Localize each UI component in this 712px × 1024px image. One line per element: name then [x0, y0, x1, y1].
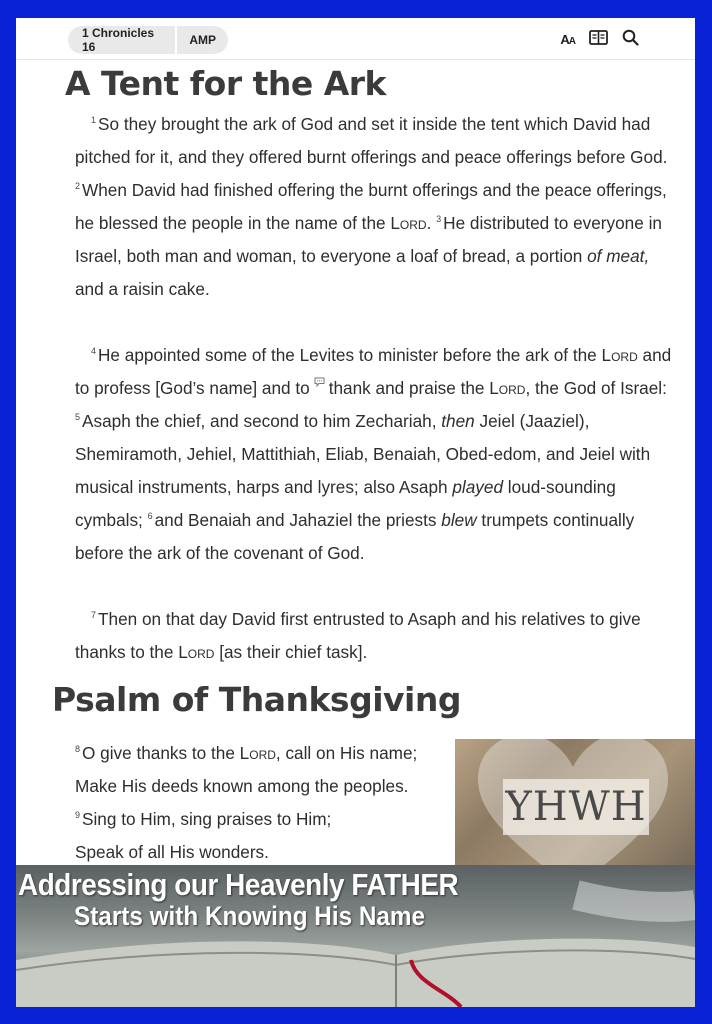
verse-text: , the God of Israel: — [525, 378, 667, 398]
verse-text: and to profess [God’s name] and to — [75, 345, 672, 398]
verse-text: loud-sounding cymbals; — [75, 477, 616, 530]
reference-selector[interactable] — [68, 26, 228, 54]
parallel-view-icon[interactable] — [589, 30, 608, 49]
footnote-icon[interactable] — [314, 377, 325, 387]
verse-text: trumpets continually before the ark of the covenant of God. — [75, 510, 635, 563]
verse-text: When David had finished offering the burnt offerings and the peace offerings, he blessed the people in the name of the — [75, 180, 667, 233]
verse-number[interactable]: 2 — [75, 181, 81, 192]
italic-text: of meat, — [587, 246, 650, 266]
verse-text: thank and praise the — [328, 378, 490, 398]
banner-subtitle: Starts with Knowing His Name — [74, 901, 426, 931]
verse-text: Jeiel (Jaaziel), Shemiramoth, Jehiel, Mattithiah, Eliab, Benaiah, Obed-edom, and Jeiel with musical instruments, harps and lyres; also Asaph — [75, 411, 651, 497]
verse-number[interactable]: 4 — [91, 346, 97, 357]
verse-text: He appointed some of the Levites to minister before the ark of the — [98, 345, 602, 365]
version-button[interactable]: AMP — [189, 33, 216, 47]
verse-text: So they brought the ark of God and set it inside the tent which David had pitched for it, and they offered burnt offerings and peace offerings before God. — [75, 114, 668, 167]
divine-name: Lord — [239, 743, 276, 763]
verse-text: . — [426, 213, 437, 233]
verse-text: O give thanks to the — [82, 743, 240, 763]
psalm-line[interactable] — [75, 737, 417, 770]
verse-number[interactable]: 9 — [75, 810, 81, 821]
psalm-line[interactable] — [75, 770, 417, 803]
verse-text: Speak of all His wonders. — [75, 842, 269, 862]
paragraph-verses-1-3[interactable] — [75, 108, 675, 306]
section-heading-tent: A Tent for the Ark — [65, 64, 386, 103]
verse-text: Then on that day David first entrusted to Asaph and his relatives to give thanks to the — [75, 609, 641, 662]
book-chapter-button[interactable]: 1 Chronicles 16 — [68, 26, 177, 54]
verse-number[interactable]: 6 — [147, 511, 153, 522]
divine-name: Lord — [390, 213, 427, 233]
psalm-line[interactable] — [75, 803, 417, 836]
verse-number[interactable]: 5 — [75, 412, 81, 423]
search-icon[interactable] — [622, 29, 639, 50]
italic-text: played — [452, 477, 504, 497]
font-icon-big-letter: A — [560, 32, 569, 47]
section-heading-psalm: Psalm of Thanksgiving — [52, 680, 461, 719]
verse-text: Sing to Him, sing praises to Him; — [82, 809, 332, 829]
verse-number[interactable]: 7 — [91, 610, 97, 621]
verse-number[interactable]: 1 — [91, 115, 97, 126]
name-banner-image — [16, 865, 695, 1007]
divine-name: Lord — [601, 345, 638, 365]
italic-text: then — [441, 411, 475, 431]
yhwh-label: YHWH — [503, 779, 649, 835]
verse-text: [as their chief task]. — [214, 642, 368, 662]
italic-text: blew — [441, 510, 477, 530]
top-bar-actions — [560, 29, 639, 50]
verse-text: Make His deeds known among the peoples. — [75, 776, 409, 796]
font-size-icon[interactable] — [560, 32, 575, 47]
verse-number[interactable]: 8 — [75, 744, 81, 755]
verse-text: , call on His name; — [275, 743, 418, 763]
yhwh-heart-image — [455, 739, 695, 884]
paragraph-verses-4-6[interactable] — [75, 339, 675, 570]
verse-text: and Benaiah and Jahaziel the priests — [154, 510, 442, 530]
bible-reader-screen — [16, 18, 695, 1007]
paragraph-verse-7[interactable] — [75, 603, 675, 669]
verse-text: Asaph the chief, and second to him Zechariah, — [82, 411, 442, 431]
verse-text: and a raisin cake. — [75, 279, 210, 299]
divine-name: Lord — [178, 642, 215, 662]
verse-number[interactable]: 3 — [436, 214, 442, 225]
font-icon-small-letter: A — [568, 36, 575, 47]
psalm-verses — [75, 737, 417, 869]
divine-name: Lord — [489, 378, 526, 398]
banner-title: Addressing our Heavenly FATHER — [18, 867, 459, 902]
reader-top-bar — [16, 18, 695, 60]
verse-text: He distributed to everyone in Israel, both man and woman, to everyone a loaf of bread, a portion — [75, 213, 662, 266]
